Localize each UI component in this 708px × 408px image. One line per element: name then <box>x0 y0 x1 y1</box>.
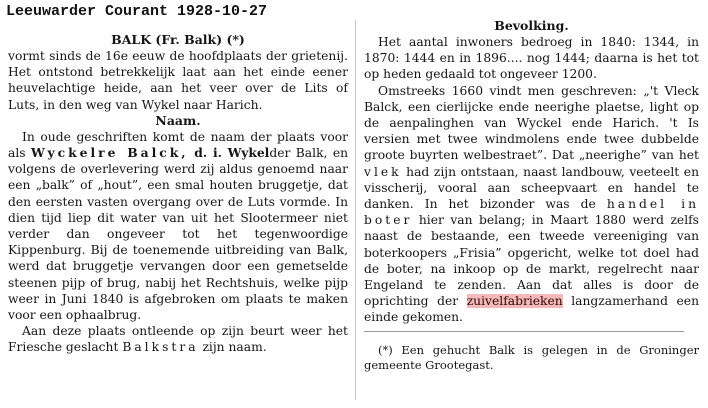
highlighted-term-zuivelfabrieken: zuivelfabrieken <box>466 294 563 309</box>
article-title: BALK (Fr. Balk) (*) <box>111 32 245 47</box>
balkstra-text-b: zijn naam. <box>198 340 267 355</box>
spaced-name-balkstra: Balkstra <box>122 340 199 355</box>
spaced-word-handel-in-boter: handel in boter <box>364 197 699 228</box>
population-paragraph: Het aantal inwoners bedroeg in 1840: 1344, in 1870: 1444 en in 1896.... nog 1444; daarna is het tot op heden gedaald tot ongeveer 1200. <box>364 35 699 82</box>
column-divider <box>355 20 356 400</box>
section-heading-bevolking: Bevolking. <box>494 18 569 33</box>
naam-text-b: der Balk, en volgens de overlevering werd zij aldus genoemd naar een „balk” of „hout”, een smal houten bruggetje, dat den eersten vasten overgang over de Luts vormde. In dien tijd liep dit water van uit het Slootermeer niet verder dan ongeveer tot het tegenwoordige Kippenburg. Bij de toenemende uitbreiding van Balk, werd dat bruggetje vervangen door een gemetselde steenen pijp of brug, nabij het Rechtshuis, welke pijp weer in Juni 1840 is afgebroken om plaats te maken voor een ophaalbrug. <box>8 146 349 323</box>
naam-text-a: In oude geschriften komt de naam der plaats voor als <box>8 129 348 161</box>
history-text-c: hier van belang; in Maart 1880 werd zelfs naast de bestaande, een tweede vereeniging van boterkoopers „Frisia” opgericht, welke tot doel had de boter, na inkoop op de markt, regelrecht naar Engeland te zenden. Aan dat alles is door de oprichting der <box>364 213 699 309</box>
masthead: Leeuwarder Courant 1928-10-27 <box>6 3 268 20</box>
naam-paragraph <box>8 129 348 323</box>
history-paragraph <box>364 83 699 326</box>
history-text-d: langzamerhand een einde gekomen. <box>364 294 699 325</box>
spaced-name-wyckelre: Wyckelre Balck, <box>30 145 189 161</box>
right-column <box>364 18 699 384</box>
left-column <box>8 32 348 356</box>
section-heading-naam: Naam. <box>155 112 201 128</box>
balkstra-text-a: Aan deze plaats ontleende op zijn beurt weer het Friesche geslacht <box>8 324 348 355</box>
footnote: (*) Een gehucht Balk is gelegen in de Groninger gemeente Grootegast. <box>364 343 699 372</box>
spaced-name-wykel: d. i. Wykel <box>188 145 270 161</box>
history-text-a: Omstreeks 1660 vindt men geschreven: „'t Vleck Balck, een cierlijcke ende neerighe plaetse, light op de aenpalinghen van Wyckel ende Harich. 't Is versien met twee windmolens ende twee dubbelde groote buyrten welbestraet”. Dat „neerighe” van het <box>364 83 699 163</box>
balkstra-paragraph <box>8 323 348 355</box>
history-text-b: had zijn ontstaan, naast landbouw, veeteelt en visscherij, vooral aan scheepvaart en handel te danken. In het bizonder was de <box>364 164 699 212</box>
spaced-word-vlek: vlek <box>364 164 402 179</box>
footnote-separator <box>364 331 684 332</box>
intro-paragraph: vormt sinds de 16e eeuw de hoofdplaats der grietenij. Het ontstond betrekkelijk laat aan het einde eener heuvelachtige heide, aan het veer over de Lits of Luts, in den weg van Wykel naar Harich. <box>8 49 348 112</box>
